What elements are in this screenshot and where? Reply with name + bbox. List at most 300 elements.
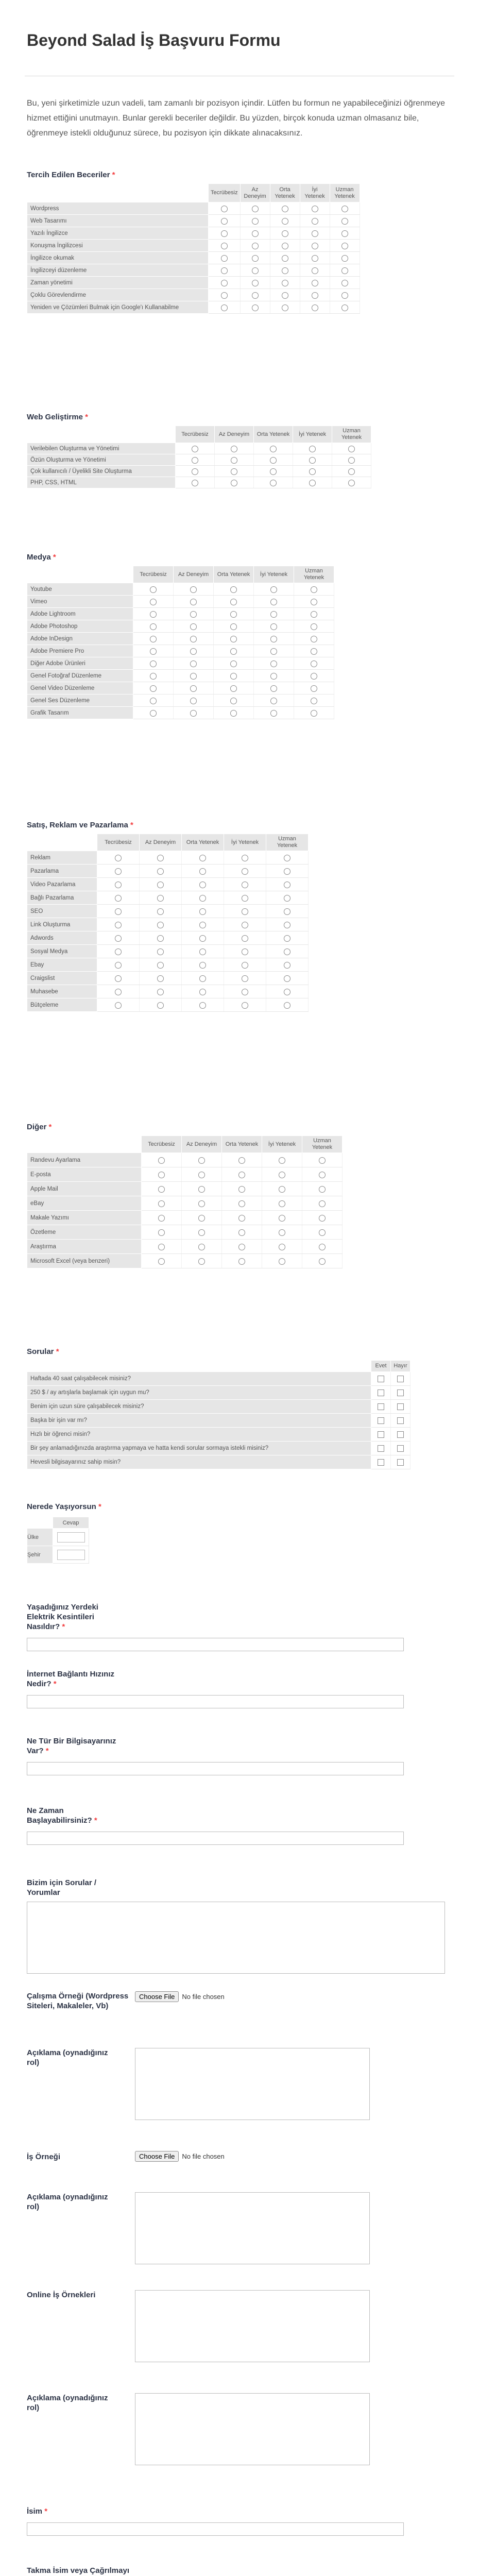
matrix-cell: [262, 1254, 302, 1268]
questions-checkbox[interactable]: [378, 1431, 384, 1438]
questions-checkbox[interactable]: [378, 1376, 384, 1382]
explanation1-textarea[interactable]: [135, 2048, 370, 2120]
matrix-radio[interactable]: [221, 280, 228, 286]
explanation3-textarea[interactable]: [135, 2393, 370, 2465]
matrix-radio[interactable]: [270, 480, 277, 486]
matrix-radio[interactable]: [190, 599, 197, 605]
matrix-radio[interactable]: [319, 1186, 326, 1193]
matrix-radio[interactable]: [282, 206, 288, 212]
matrix-table: [27, 1136, 343, 1268]
matrix-radio[interactable]: [199, 922, 206, 928]
matrix-row-label: Apple Mail: [27, 1182, 142, 1196]
questions-checkbox[interactable]: [378, 1417, 384, 1424]
matrix-radio[interactable]: [242, 908, 248, 915]
matrix-radio[interactable]: [252, 243, 259, 249]
matrix-radio[interactable]: [252, 230, 259, 237]
internet-input[interactable]: [27, 1695, 404, 1708]
matrix-radio[interactable]: [115, 908, 122, 915]
matrix-radio[interactable]: [312, 206, 318, 212]
matrix-radio[interactable]: [341, 292, 348, 299]
matrix-radio[interactable]: [311, 586, 317, 593]
matrix-radio[interactable]: [311, 660, 317, 667]
matrix-radio[interactable]: [115, 962, 122, 969]
matrix-column-header: Az Deneyim: [215, 426, 254, 443]
matrix-radio[interactable]: [238, 1229, 245, 1236]
matrix-radio[interactable]: [252, 206, 259, 212]
matrix-radio[interactable]: [311, 623, 317, 630]
matrix-radio[interactable]: [150, 660, 157, 667]
matrix-radio[interactable]: [279, 1229, 285, 1236]
matrix-radio[interactable]: [192, 468, 198, 475]
matrix-radio[interactable]: [157, 895, 164, 902]
matrix-radio[interactable]: [284, 935, 290, 942]
matrix-radio[interactable]: [190, 586, 197, 593]
matrix-radio[interactable]: [157, 975, 164, 982]
online-samples-label: Online İş Örnekleri: [27, 2291, 96, 2299]
matrix-radio[interactable]: [199, 1002, 206, 1009]
matrix-radio[interactable]: [221, 267, 228, 274]
matrix-cell: [133, 596, 174, 608]
matrix-row-label: Makale Yazımı: [27, 1211, 142, 1225]
matrix-cell: [270, 264, 300, 277]
matrix-radio[interactable]: [270, 648, 277, 655]
matrix-radio[interactable]: [238, 1258, 245, 1265]
matrix-radio[interactable]: [115, 895, 122, 902]
matrix-radio[interactable]: [242, 855, 248, 861]
matrix-radio[interactable]: [158, 1258, 165, 1265]
matrix-radio[interactable]: [157, 989, 164, 995]
matrix-column-header: Az Deneyim: [182, 1136, 222, 1153]
matrix-radio[interactable]: [270, 710, 277, 717]
matrix-radio[interactable]: [221, 230, 228, 237]
questions-cell: [391, 1442, 410, 1455]
matrix-radio[interactable]: [199, 868, 206, 875]
matrix-cell: [240, 277, 270, 289]
matrix-radio[interactable]: [279, 1244, 285, 1250]
matrix-row-label: SEO: [27, 905, 97, 918]
matrix-radio[interactable]: [158, 1215, 165, 1222]
matrix-radio[interactable]: [115, 922, 122, 928]
matrix-cell: [209, 227, 241, 240]
matrix-radio[interactable]: [270, 468, 277, 475]
questions-checkbox[interactable]: [397, 1389, 404, 1396]
matrix-radio[interactable]: [115, 948, 122, 955]
matrix-radio[interactable]: [341, 255, 348, 262]
matrix-radio[interactable]: [230, 611, 237, 618]
matrix-radio[interactable]: [348, 480, 355, 486]
matrix-radio[interactable]: [270, 660, 277, 667]
matrix-header-row: [27, 834, 309, 851]
matrix-radio[interactable]: [221, 243, 228, 249]
matrix-radio[interactable]: [115, 989, 122, 995]
matrix-radio[interactable]: [192, 480, 198, 486]
matrix-radio[interactable]: [312, 218, 318, 225]
work-sample-label: Çalışma Örneği (Wordpress Siteleri, Makaleler, Vb): [27, 1992, 129, 2010]
questions-row: [27, 1428, 410, 1442]
country-input[interactable]: [57, 1532, 85, 1543]
matrix-radio[interactable]: [270, 698, 277, 704]
matrix-radio[interactable]: [150, 685, 157, 692]
matrix-radio[interactable]: [190, 636, 197, 642]
matrix-radio[interactable]: [312, 230, 318, 237]
matrix-radio[interactable]: [242, 882, 248, 888]
matrix-radio[interactable]: [231, 480, 237, 486]
matrix-radio[interactable]: [150, 648, 157, 655]
matrix-radio[interactable]: [190, 611, 197, 618]
matrix-row-label: Yazılı İngilizce: [27, 227, 209, 240]
matrix-radio[interactable]: [282, 292, 288, 299]
matrix-radio[interactable]: [192, 457, 198, 464]
matrix-radio[interactable]: [311, 648, 317, 655]
matrix-radio[interactable]: [312, 255, 318, 262]
matrix-radio[interactable]: [284, 895, 290, 902]
matrix-radio[interactable]: [230, 586, 237, 593]
matrix-radio[interactable]: [312, 280, 318, 286]
comments-textarea[interactable]: [27, 1902, 445, 1974]
matrix-radio[interactable]: [311, 611, 317, 618]
matrix-radio[interactable]: [270, 457, 277, 464]
questions-row-label: Hızlı bir öğrenci misin?: [27, 1428, 371, 1442]
matrix-cell: [133, 694, 174, 707]
matrix-cell: [182, 1196, 222, 1211]
matrix-radio[interactable]: [309, 480, 316, 486]
matrix-radio[interactable]: [198, 1172, 205, 1178]
matrix-radio[interactable]: [192, 446, 198, 452]
matrix-radio[interactable]: [252, 267, 259, 274]
matrix-radio[interactable]: [348, 446, 355, 452]
matrix-radio[interactable]: [319, 1229, 326, 1236]
matrix-radio[interactable]: [190, 660, 197, 667]
matrix-radio[interactable]: [238, 1215, 245, 1222]
form-title: Beyond Salad İş Başvuru Formu: [27, 31, 281, 49]
matrix-radio[interactable]: [242, 1002, 248, 1009]
matrix-radio[interactable]: [309, 468, 316, 475]
matrix-radio[interactable]: [157, 882, 164, 888]
matrix-radio[interactable]: [312, 304, 318, 311]
matrix-row: [27, 657, 334, 670]
matrix-radio[interactable]: [319, 1172, 326, 1178]
matrix-cell: [214, 608, 254, 620]
matrix-radio[interactable]: [282, 280, 288, 286]
matrix-radio[interactable]: [157, 922, 164, 928]
matrix-radio[interactable]: [279, 1186, 285, 1193]
questions-checkbox[interactable]: [378, 1445, 384, 1452]
matrix-radio[interactable]: [230, 660, 237, 667]
matrix-radio[interactable]: [190, 673, 197, 680]
matrix-radio[interactable]: [230, 673, 237, 680]
matrix-cell: [224, 918, 266, 931]
residence-input[interactable]: [27, 1638, 404, 1651]
matrix-radio[interactable]: [199, 855, 206, 861]
matrix-radio[interactable]: [230, 623, 237, 630]
matrix-column-header: İyi Yetenek: [300, 184, 330, 202]
matrix-radio[interactable]: [199, 975, 206, 982]
matrix-radio[interactable]: [158, 1229, 165, 1236]
matrix-radio[interactable]: [230, 636, 237, 642]
matrix-radio[interactable]: [198, 1258, 205, 1265]
matrix-radio[interactable]: [252, 218, 259, 225]
online-samples-textarea[interactable]: [135, 2290, 370, 2362]
matrix-row-label: Zaman yönetimi: [27, 277, 209, 289]
matrix-radio[interactable]: [150, 599, 157, 605]
matrix-radio[interactable]: [311, 673, 317, 680]
matrix-question: [25, 821, 454, 1123]
matrix-radio[interactable]: [230, 685, 237, 692]
matrix-radio[interactable]: [319, 1215, 326, 1222]
matrix-radio[interactable]: [157, 1002, 164, 1009]
matrix-radio[interactable]: [158, 1186, 165, 1193]
matrix-radio[interactable]: [231, 468, 237, 475]
matrix-radio[interactable]: [198, 1229, 205, 1236]
matrix-radio[interactable]: [158, 1200, 165, 1207]
city-input[interactable]: [57, 1550, 85, 1560]
matrix-cell: [174, 657, 214, 670]
matrix-radio[interactable]: [311, 636, 317, 642]
matrix-cell: [142, 1196, 182, 1211]
matrix-radio[interactable]: [284, 922, 290, 928]
matrix-radio[interactable]: [242, 868, 248, 875]
matrix-radio[interactable]: [282, 267, 288, 274]
matrix-radio[interactable]: [221, 304, 228, 311]
name-input[interactable]: [27, 2522, 404, 2536]
matrix-radio[interactable]: [115, 1002, 122, 1009]
matrix-radio[interactable]: [282, 230, 288, 237]
matrix-cell: [254, 682, 294, 694]
matrix-radio[interactable]: [238, 1200, 245, 1207]
matrix-radio[interactable]: [158, 1172, 165, 1178]
matrix-radio[interactable]: [311, 710, 317, 717]
matrix-radio[interactable]: [311, 698, 317, 704]
explanation2-textarea[interactable]: [135, 2192, 370, 2264]
matrix-row: [27, 264, 360, 277]
matrix-radio[interactable]: [198, 1200, 205, 1207]
matrix-column-header: Az Deneyim: [140, 834, 182, 851]
matrix-cell: [254, 454, 293, 466]
computer-input[interactable]: [27, 1762, 404, 1775]
matrix-radio[interactable]: [284, 1002, 290, 1009]
matrix-radio[interactable]: [157, 908, 164, 915]
questions-checkbox[interactable]: [397, 1403, 404, 1410]
matrix-radio[interactable]: [199, 935, 206, 942]
matrix-radio[interactable]: [199, 882, 206, 888]
matrix-radio[interactable]: [341, 206, 348, 212]
matrix-radio[interactable]: [284, 882, 290, 888]
matrix-radio[interactable]: [312, 267, 318, 274]
matrix-radio[interactable]: [150, 611, 157, 618]
matrix-radio[interactable]: [252, 255, 259, 262]
matrix-radio[interactable]: [150, 623, 157, 630]
matrix-radio[interactable]: [242, 948, 248, 955]
matrix-row: [27, 645, 334, 657]
questions-checkbox[interactable]: [397, 1431, 404, 1438]
matrix-radio[interactable]: [238, 1172, 245, 1178]
matrix-radio[interactable]: [270, 611, 277, 618]
matrix-radio[interactable]: [157, 962, 164, 969]
matrix-radio[interactable]: [284, 908, 290, 915]
matrix-radio[interactable]: [150, 673, 157, 680]
matrix-radio[interactable]: [221, 218, 228, 225]
matrix-radio[interactable]: [252, 304, 259, 311]
matrix-radio[interactable]: [309, 446, 316, 452]
matrix-radio[interactable]: [270, 685, 277, 692]
matrix-radio[interactable]: [199, 989, 206, 995]
matrix-row: [27, 670, 334, 682]
matrix-column-header: Orta Yetenek: [222, 1136, 262, 1153]
matrix-radio[interactable]: [341, 218, 348, 225]
matrix-radio[interactable]: [157, 935, 164, 942]
matrix-radio[interactable]: [230, 710, 237, 717]
matrix-radio[interactable]: [348, 457, 355, 464]
matrix-radio[interactable]: [282, 304, 288, 311]
matrix-radio[interactable]: [238, 1157, 245, 1164]
matrix-radio[interactable]: [198, 1186, 205, 1193]
questions-checkbox[interactable]: [378, 1403, 384, 1410]
matrix-radio[interactable]: [270, 586, 277, 593]
matrix-radio[interactable]: [319, 1157, 326, 1164]
matrix-radio[interactable]: [284, 989, 290, 995]
questions-checkbox[interactable]: [378, 1389, 384, 1396]
matrix-radio[interactable]: [270, 673, 277, 680]
matrix-row-label: Genel Video Düzenleme: [27, 682, 133, 694]
matrix-radio[interactable]: [282, 255, 288, 262]
matrix-radio[interactable]: [279, 1157, 285, 1164]
matrix-radio[interactable]: [341, 230, 348, 237]
matrix-radio[interactable]: [279, 1258, 285, 1265]
matrix-radio[interactable]: [190, 710, 197, 717]
matrix-row: [27, 851, 309, 865]
matrix-radio[interactable]: [221, 255, 228, 262]
matrix-radio[interactable]: [242, 975, 248, 982]
matrix-radio[interactable]: [341, 243, 348, 249]
matrix-radio[interactable]: [319, 1258, 326, 1265]
matrix-radio[interactable]: [270, 623, 277, 630]
matrix-radio[interactable]: [230, 599, 237, 605]
matrix-cell: [254, 620, 294, 633]
matrix-radio[interactable]: [309, 457, 316, 464]
matrix-radio[interactable]: [284, 975, 290, 982]
matrix-radio[interactable]: [252, 280, 259, 286]
matrix-radio[interactable]: [190, 698, 197, 704]
matrix-radio[interactable]: [279, 1200, 285, 1207]
job-sample-choose-file-button[interactable]: Choose File: [135, 2151, 179, 2162]
matrix-radio[interactable]: [242, 922, 248, 928]
questions-checkbox[interactable]: [397, 1376, 404, 1382]
questions-checkbox[interactable]: [397, 1445, 404, 1452]
matrix-radio[interactable]: [252, 292, 259, 299]
matrix-radio[interactable]: [242, 962, 248, 969]
questions-checkbox[interactable]: [397, 1417, 404, 1424]
matrix-radio[interactable]: [115, 935, 122, 942]
matrix-radio[interactable]: [199, 895, 206, 902]
matrix-cell: [182, 958, 224, 972]
matrix-radio[interactable]: [115, 882, 122, 888]
matrix-radio[interactable]: [282, 243, 288, 249]
matrix-radio[interactable]: [221, 206, 228, 212]
matrix-radio[interactable]: [115, 868, 122, 875]
matrix-radio[interactable]: [348, 468, 355, 475]
matrix-radio[interactable]: [198, 1157, 205, 1164]
matrix-radio[interactable]: [230, 698, 237, 704]
matrix-radio[interactable]: [231, 446, 237, 452]
matrix-radio[interactable]: [312, 243, 318, 249]
start-input[interactable]: [27, 1832, 404, 1845]
matrix-radio[interactable]: [284, 868, 290, 875]
matrix-radio[interactable]: [198, 1215, 205, 1222]
matrix-radio[interactable]: [150, 586, 157, 593]
matrix-radio[interactable]: [231, 457, 237, 464]
matrix-radio[interactable]: [270, 599, 277, 605]
matrix-cell: [266, 891, 309, 905]
matrix-radio[interactable]: [190, 648, 197, 655]
matrix-radio[interactable]: [157, 948, 164, 955]
matrix-radio[interactable]: [238, 1244, 245, 1250]
questions-checkbox[interactable]: [378, 1459, 384, 1466]
matrix-radio[interactable]: [158, 1157, 165, 1164]
matrix-radio[interactable]: [282, 218, 288, 225]
matrix-radio[interactable]: [312, 292, 318, 299]
matrix-radio[interactable]: [199, 948, 206, 955]
matrix-radio[interactable]: [341, 280, 348, 286]
matrix-radio[interactable]: [157, 855, 164, 861]
matrix-row-label: Youtube: [27, 583, 133, 596]
matrix-radio[interactable]: [341, 304, 348, 311]
matrix-radio[interactable]: [284, 948, 290, 955]
matrix-cell: [254, 645, 294, 657]
matrix-radio[interactable]: [284, 962, 290, 969]
matrix-radio[interactable]: [230, 648, 237, 655]
work-sample-choose-file-button[interactable]: Choose File: [135, 1991, 179, 2002]
matrix-radio[interactable]: [115, 855, 122, 861]
matrix-radio[interactable]: [319, 1244, 326, 1250]
matrix-radio[interactable]: [279, 1172, 285, 1178]
matrix-radio[interactable]: [242, 935, 248, 942]
matrix-radio[interactable]: [199, 962, 206, 969]
questions-column-header: Evet: [371, 1361, 391, 1372]
matrix-column-header: Az Deneyim: [240, 184, 270, 202]
matrix-radio[interactable]: [242, 989, 248, 995]
start-question: [27, 1806, 408, 1845]
matrix-radio[interactable]: [311, 685, 317, 692]
matrix-radio[interactable]: [221, 292, 228, 299]
matrix-radio[interactable]: [311, 599, 317, 605]
matrix-radio[interactable]: [284, 855, 290, 861]
matrix-radio[interactable]: [190, 623, 197, 630]
matrix-radio[interactable]: [158, 1244, 165, 1250]
matrix-radio[interactable]: [238, 1186, 245, 1193]
matrix-radio[interactable]: [270, 636, 277, 642]
matrix-radio[interactable]: [190, 685, 197, 692]
matrix-radio[interactable]: [199, 908, 206, 915]
matrix-radio[interactable]: [150, 636, 157, 642]
matrix-radio[interactable]: [270, 446, 277, 452]
matrix-row-label: Adobe Photoshop: [27, 620, 133, 633]
matrix-cell: [300, 215, 330, 227]
questions-checkbox[interactable]: [397, 1459, 404, 1466]
matrix-radio[interactable]: [242, 895, 248, 902]
matrix-radio[interactable]: [115, 975, 122, 982]
matrix-cell: [174, 633, 214, 645]
matrix-radio[interactable]: [150, 698, 157, 704]
matrix-radio[interactable]: [319, 1200, 326, 1207]
matrix-row-label: Verilebilen Oluşturma ve Yönetimi: [27, 443, 176, 454]
matrix-cell: [182, 891, 224, 905]
matrix-radio[interactable]: [157, 868, 164, 875]
matrix-radio[interactable]: [198, 1244, 205, 1250]
matrix-radio[interactable]: [341, 267, 348, 274]
matrix-radio[interactable]: [150, 710, 157, 717]
matrix-cell: [294, 645, 334, 657]
matrix-radio[interactable]: [279, 1215, 285, 1222]
